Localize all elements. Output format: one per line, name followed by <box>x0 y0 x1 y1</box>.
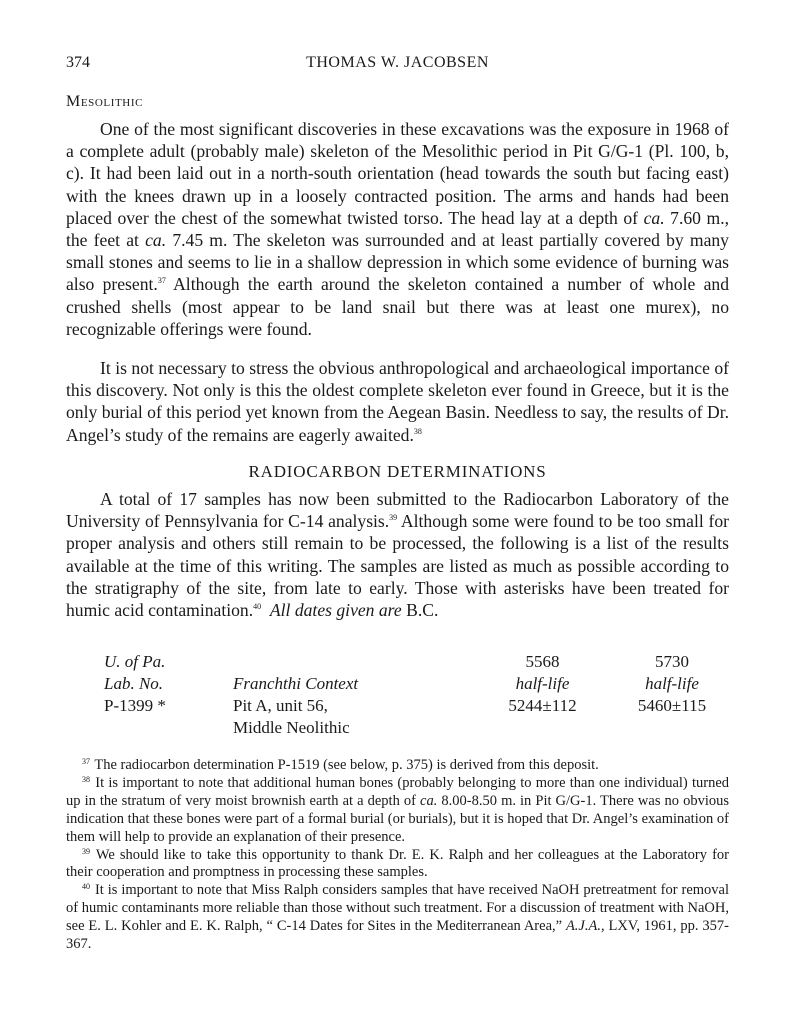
table-header-row <box>104 651 732 673</box>
footnote-ref-39[interactable]: 39 <box>389 513 398 523</box>
footnote-number: 37 <box>82 757 90 766</box>
italic-abbrev: ca. <box>420 792 438 809</box>
table-header-cell: Lab. No. <box>104 674 164 693</box>
footnote-text: 8.00-8.50 m. in Pit G/G-1. There was no obvious indication that these bones were part of a formal burial (or burials), but it is hoped that Dr. Angel’s examination of them will help to provide an explanation of their presence. <box>66 792 730 845</box>
footnote-text: It is important to note that Miss Ralph considers samples that have received NaOH pretreatment for removal of humic contaminants more reliable than those without such treatment. For a discussion of treatment with NaOH, see E. L. Kohler and E. K. Ralph, “ C-14 Dates for Sites in the Mediterranean Area,” <box>66 882 730 935</box>
footnote-number: 38 <box>82 774 90 784</box>
table-header-cell: Franchthi Context <box>233 674 359 693</box>
footnote-text: It is important to note that additional human bones (probably belonging to more than one individual) turned up in the stratum of very moist brownish earth at a depth of <box>66 774 730 809</box>
footnote-text: We should like to take this opportunity to thank Dr. E. K. Ralph and her colleagues at the Laboratory for their cooperation and promptness in processing these samples. <box>66 846 729 881</box>
page-number: 374 <box>66 54 90 71</box>
table-header-cell: 5730 <box>655 652 689 671</box>
footnote-text: The radiocarbon determination P-1519 (see below, p. 375) is derived from this deposit. <box>94 757 599 773</box>
running-head: THOMAS W. JACOBSEN <box>306 54 489 71</box>
paragraph-text: 7.45 m. The skeleton was surrounded and at least partially covered by many small stones and seems to lie in a shallow depression in which some evidence of burning was also present. <box>66 230 729 295</box>
paragraph-text: A total of 17 samples has now been submitted to the Radiocarbon Laboratory of the University of Pennsylvania for C-14 analysis. <box>66 489 729 532</box>
footnote-number: 39 <box>82 846 90 856</box>
context-cell <box>233 695 473 739</box>
date-5730-cell: 5460±115 <box>637 696 707 715</box>
paragraph-importance <box>66 357 729 446</box>
paragraph-text: Although some were found to be too small for proper analysis and others still remain to be processed, the following is a list of the results available at the time of this writing. The samples are listed as much as possible according to the stratigraphy of the site, from late to early. Those with asterisks have been treated for humic acid contamination. <box>66 511 729 621</box>
context-line: Middle Neolithic <box>233 718 350 737</box>
bc-label: B.C. <box>406 600 439 621</box>
paragraph-text: Although the earth around the skeleton contained a number of whole and crushed shells (most appear to be land snail but there was at least one murex), no recognizable offerings were found. <box>66 274 729 339</box>
paragraph-text: It is not necessary to stress the obvious anthropological and archaeological importance of this discovery. Not only is this the oldest complete skeleton ever found in Greece, but it is the only burial of this period yet known from the Aegean Basin. Needless to say, the results of Dr. Angel’s study of the remains are eagerly awaited. <box>66 358 729 445</box>
paragraph-radiocarbon-samples <box>66 488 729 621</box>
paragraph-text: 7.60 m., the feet at <box>66 207 729 251</box>
radiocarbon-table <box>104 651 732 739</box>
table-header-cell: 5568 <box>525 652 560 671</box>
footnote-text: , LXV, 1961, pp. 357-367. <box>66 918 729 953</box>
footnote-37 <box>66 757 729 775</box>
footnotes <box>66 757 729 954</box>
table-header-cell: half-life <box>515 674 570 693</box>
date-5568-cell: 5244±112 <box>508 696 577 715</box>
footnote-number: 40 <box>82 882 90 892</box>
italic-abbrev: ca. <box>643 207 665 228</box>
table-header-cell: half-life <box>645 674 699 693</box>
footnote-39 <box>66 847 729 883</box>
section-heading-mesolithic: Mesolithic <box>66 93 144 110</box>
footnote-ref-40[interactable]: 40 <box>253 602 262 612</box>
page-header <box>66 54 729 76</box>
footnote-ref-38[interactable]: 38 <box>413 426 422 436</box>
table-header-cell <box>233 651 473 673</box>
table-header-cell: U. of Pa. <box>104 652 166 671</box>
paragraph-skeleton-discovery <box>66 118 729 340</box>
context-line: Pit A, unit 56, <box>233 696 328 715</box>
paragraph-text: One of the most significant discoveries in these excavations was the exposure in 1968 of a complete adult (probably male) skeleton of the Mesolithic period in Pit G/G-1 (Pl. 100, b, c). It had been laid out in a north-south orientation (head towards the south but facing east) with the knees drawn up in a loosely contracted position. The arms and hands had been placed over the chest of the somewhat twisted torso. The head lay at a depth of <box>66 119 729 228</box>
table-header-row <box>104 673 732 695</box>
dates-note: All dates given are <box>269 600 402 621</box>
table-row <box>104 695 732 739</box>
section-heading-radiocarbon: RADIOCARBON DETERMINATIONS <box>248 462 547 481</box>
journal-title: A.J.A. <box>565 918 601 935</box>
footnote-40 <box>66 882 729 954</box>
footnote-ref-37[interactable]: 37 <box>157 276 166 286</box>
italic-abbrev: ca. <box>145 230 167 251</box>
footnote-38 <box>66 775 729 847</box>
lab-number-cell: P-1399 * <box>104 696 166 715</box>
